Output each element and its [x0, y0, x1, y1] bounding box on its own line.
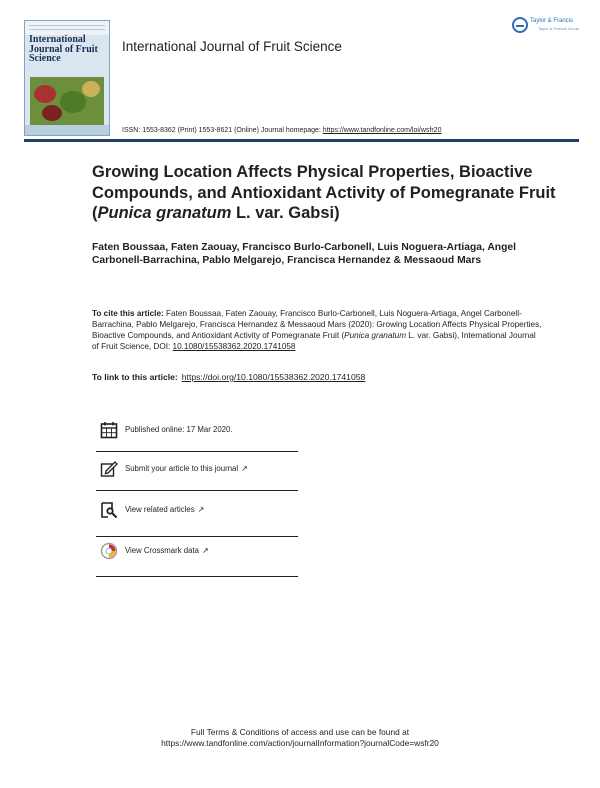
article-title-end: L. var. Gabsi): [231, 204, 340, 222]
action-divider: [96, 490, 298, 491]
citation-doi-link[interactable]: 10.1080/15538362.2020.1741058: [172, 342, 296, 351]
publisher-logo-icon: [512, 17, 528, 33]
citation-text-end: L. var. Gabsi), International Journal of Fruit Science, DOI:: [92, 331, 536, 351]
footer-terms-url[interactable]: https://www.tandfonline.com/action/journalInformation?journalCode=wsfr20: [161, 738, 439, 748]
cover-rule: [29, 25, 105, 26]
search-icon: [100, 501, 118, 519]
article-title: [92, 162, 562, 224]
citation-text: Faten Boussaa, Faten Zaouay, Francisco Burlo-Carbonell, Luis Noguera-Artiaga, Angel Carbonell-Barrachina, Pablo Melgarejo, Francisca Hernandez & Messaoud Mars (2020): Growing Location Affects Physical Properties, Bioactive Compounds, and Antioxidant Activity of Pomegranate Fruit (: [92, 309, 542, 340]
citation-label: To cite this article:: [92, 309, 164, 318]
issn-text: ISSN: 1553-8362 (Print) 1553-8621 (Online) Journal homepage:: [122, 127, 323, 134]
edit-icon: [100, 460, 118, 478]
article-doi-url-link[interactable]: https://doi.org/10.1080/15538362.2020.1741058: [181, 372, 366, 382]
cover-fruit-shape: [82, 81, 100, 97]
related-articles-label: View related articles: [125, 505, 195, 514]
cover-fruit-shape: [34, 85, 56, 103]
cover-rule: [29, 29, 105, 30]
cover-footer-band: [25, 125, 109, 135]
published-online-row: [96, 419, 298, 447]
calendar-icon: [100, 421, 118, 439]
related-articles-row[interactable]: [96, 499, 298, 527]
crossmark-row[interactable]: [96, 540, 298, 568]
journal-homepage-link[interactable]: https://www.tandfonline.com/loi/wsfr20: [322, 127, 442, 134]
external-link-icon: ↗: [241, 464, 248, 473]
submit-article-row[interactable]: [96, 458, 298, 486]
journal-name: International Journal of Fruit Science: [122, 39, 342, 54]
citation-species: Punica granatum: [344, 331, 407, 340]
cover-journal-title: International Journal of Fruit Science: [29, 34, 98, 64]
crossmark-icon: [100, 542, 118, 560]
action-divider: [96, 536, 298, 537]
article-link-line: [92, 372, 365, 382]
cover-photo: [30, 77, 104, 125]
footer-terms-line: Full Terms & Conditions of access and use can be found at: [190, 727, 410, 737]
article-title-species: Punica granatum: [97, 204, 232, 222]
submit-article-label: Submit your article to this journal: [125, 464, 239, 473]
publisher-logo[interactable]: [512, 17, 582, 37]
cover-header-band: [25, 21, 109, 35]
publisher-logo-subtitle: Taylor & Francis Group: [538, 26, 579, 31]
crossmark-label: View Crossmark data: [125, 546, 199, 555]
footer-terms: [0, 727, 600, 749]
crossmark-link[interactable]: [125, 546, 209, 555]
submit-article-link[interactable]: [125, 464, 248, 473]
article-link-label: To link to this article:: [92, 372, 178, 382]
citation-block: [92, 308, 542, 352]
article-title-main: Growing Location Affects Physical Properties, Bioactive Compounds, and Antioxidant Activity of Pomegranate Fruit (: [92, 163, 556, 222]
cover-fruit-shape: [42, 105, 62, 121]
action-divider: [96, 576, 298, 577]
author-list: Faten Boussaa, Faten Zaouay, Francisco Burlo-Carbonell, Luis Noguera-Artiaga, Angel Carbonell-Barrachina, Pablo Melgarejo, Francisca Hernandez & Messaoud Mars: [92, 242, 516, 267]
action-divider: [96, 451, 298, 452]
published-online-date: Published online: 17 Mar 2020.: [125, 425, 233, 434]
related-articles-link[interactable]: [125, 505, 204, 514]
cover-leaf-shape: [60, 91, 86, 113]
external-link-icon: ↗: [197, 505, 205, 514]
issn-line: [122, 127, 441, 134]
external-link-icon: ↗: [201, 546, 209, 555]
header-rule: [24, 139, 579, 142]
publisher-logo-name: Taylor & Francis: [530, 18, 574, 24]
journal-cover-thumbnail: [24, 20, 110, 136]
